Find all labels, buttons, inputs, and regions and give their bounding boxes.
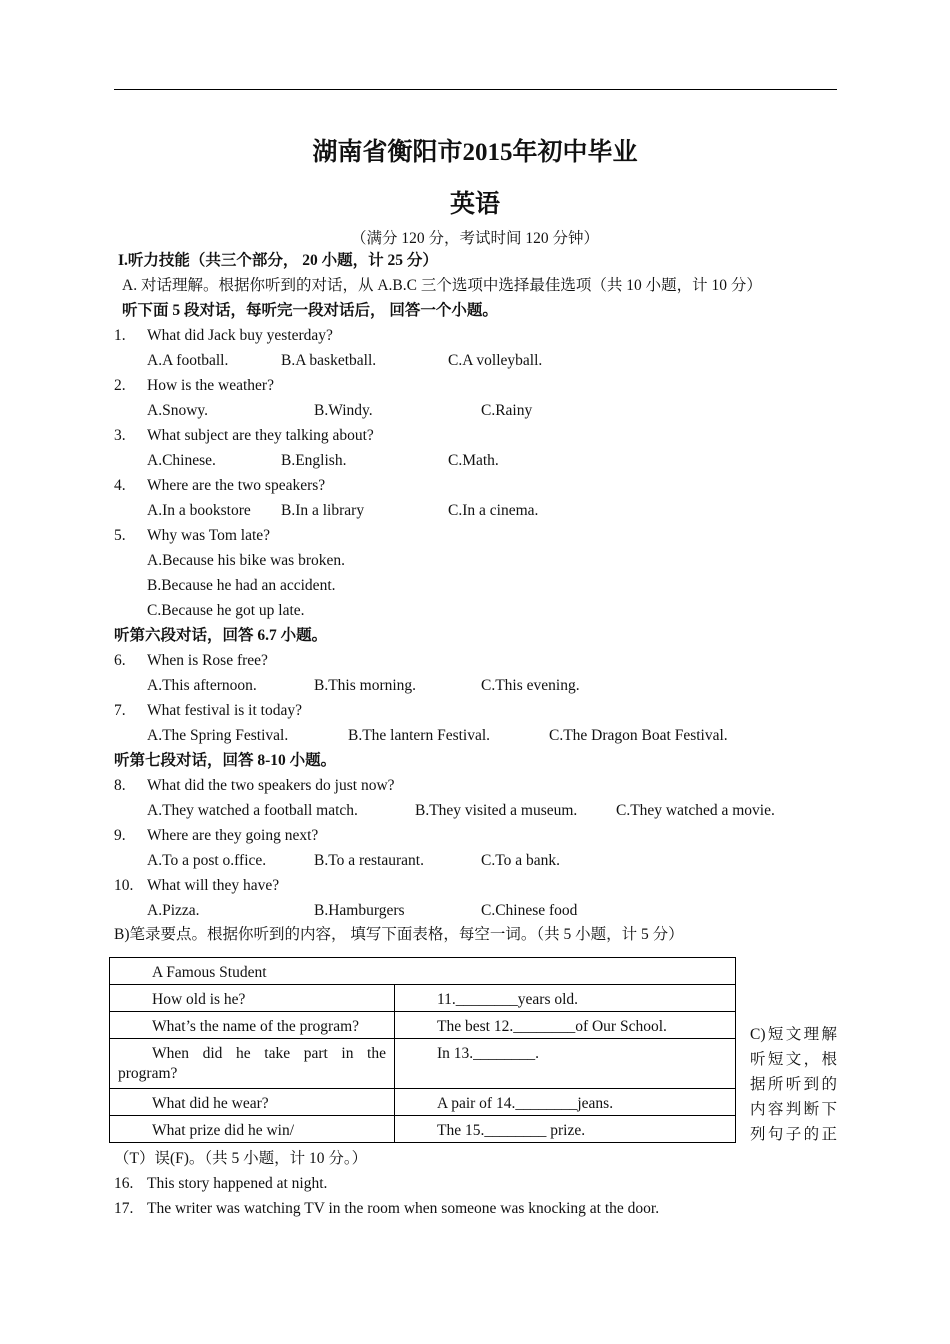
- question-number: 5.: [114, 527, 126, 544]
- question-text: How is the weather?: [147, 377, 274, 394]
- option-c: C.They watched a movie.: [616, 802, 775, 819]
- table-answer: In 13.________.: [437, 1045, 540, 1062]
- question-text: When is Rose free?: [147, 652, 268, 669]
- statement-text: This story happened at night.: [147, 1175, 328, 1192]
- question-number: 1.: [114, 327, 126, 344]
- question-number: 6.: [114, 652, 126, 669]
- option-c: C.This evening.: [481, 677, 580, 694]
- option-a: A.Because his bike was broken.: [147, 552, 346, 569]
- question-text: What will they have?: [147, 877, 280, 894]
- table-question-cont: program?: [118, 1065, 178, 1082]
- question-text: Where are they going next?: [147, 827, 319, 844]
- table-question: What’s the name of the program?: [152, 1018, 360, 1035]
- question-number: 4.: [114, 477, 126, 494]
- option-c: C.In a cinema.: [448, 502, 539, 519]
- question-number: 7.: [114, 702, 126, 719]
- option-a: A.This afternoon.: [147, 677, 257, 694]
- instruction-1-5: 听下面 5 段对话，每听完一段对话后， 回答一个小题。: [122, 302, 498, 319]
- option-b: B.This morning.: [314, 677, 417, 694]
- option-b: B.In a library: [281, 502, 365, 519]
- section-heading: I.听力技能（共三个部分， 20 小题，计 25 分）: [118, 252, 438, 269]
- table-row: [110, 1116, 736, 1143]
- question-number: 3.: [114, 427, 126, 444]
- table-answer: The best 12.________of Our School.: [437, 1018, 667, 1035]
- option-c: C.Math.: [448, 452, 499, 469]
- option-a: A.They watched a football match.: [147, 802, 358, 819]
- option-b: B.Hamburgers: [314, 902, 405, 919]
- instruction-8-10: 听第七段对话，回答 8-10 小题。: [114, 752, 337, 769]
- option-a: A.Chinese.: [147, 452, 216, 469]
- table-header: A Famous Student: [152, 964, 267, 981]
- option-b: B.English.: [281, 452, 347, 469]
- option-a: A.In a bookstore: [147, 502, 251, 519]
- exam-note: （满分 120 分，考试时间 120 分钟）: [350, 230, 599, 247]
- option-b: B.A basketball.: [281, 352, 377, 369]
- option-a: A.The Spring Festival.: [147, 727, 289, 744]
- table-answer: The 15.________ prize.: [437, 1122, 586, 1139]
- table-answer: A pair of 14.________jeans.: [437, 1095, 614, 1112]
- option-a: A.To a post o.ffice.: [147, 852, 267, 869]
- table-question: How old is he?: [152, 991, 246, 1008]
- statement-number: 17.: [114, 1200, 134, 1217]
- subject-title: 英语: [449, 191, 500, 218]
- table-row: [110, 985, 736, 1012]
- option-c: C.A volleyball.: [448, 352, 543, 369]
- option-c: C.The Dragon Boat Festival.: [549, 727, 728, 744]
- table-answer: 11.________years old.: [437, 991, 579, 1008]
- question-number: 8.: [114, 777, 126, 794]
- statement-text: The writer was watching TV in the room when someone was knocking at the door.: [147, 1200, 660, 1217]
- option-b: B.The lantern Festival.: [348, 727, 491, 744]
- option-b: B.They visited a museum.: [415, 802, 578, 819]
- option-a: A.Snowy.: [147, 402, 209, 419]
- table-question: What did he wear?: [152, 1095, 269, 1112]
- part-c-instruction: C)短文理解听短文，根据所听到的内容判断下列句子的正: [750, 1026, 837, 1143]
- part-a-instruction: A. 对话理解。根据你听到的对话，从 A.B.C 三个选项中选择最佳选项（共 10 小题，计 10 分）: [122, 277, 762, 294]
- question-number: 2.: [114, 377, 126, 394]
- page-title: 湖南省衡阳市2015年初中毕业: [312, 139, 638, 166]
- option-b: B.Because he had an accident.: [147, 577, 336, 594]
- table-row: [110, 1089, 736, 1116]
- question-text: What did Jack buy yesterday?: [147, 327, 333, 344]
- option-a: A.Pizza.: [147, 902, 200, 919]
- part-b-instruction: B)笔录要点。根据你听到的内容， 填写下面表格，每空一词。（共 5 小题，计 5 分）: [114, 926, 684, 943]
- option-b: B.Windy.: [314, 402, 373, 419]
- option-b: B.To a restaurant.: [314, 852, 424, 869]
- part-c-instruction-cont: （T）误(F)。（共 5 小题，计 10 分。）: [114, 1150, 368, 1167]
- table-question: When did he take part in the: [152, 1045, 386, 1062]
- question-text: What did the two speakers do just now?: [147, 777, 395, 794]
- option-c: C.Chinese food: [481, 902, 578, 919]
- question-text: What subject are they talking about?: [147, 427, 374, 444]
- question-number: 10.: [114, 877, 134, 894]
- instruction-6-7: 听第六段对话，回答 6.7 小题。: [114, 627, 328, 644]
- option-c: C.Because he got up late.: [147, 602, 305, 619]
- question-text: Why was Tom late?: [147, 527, 271, 544]
- option-c: C.To a bank.: [481, 852, 560, 869]
- option-c: C.Rainy: [481, 402, 533, 419]
- table-question: What prize did he win/: [152, 1122, 295, 1139]
- fill-in-table: [109, 957, 736, 1143]
- statement-number: 16.: [114, 1175, 134, 1192]
- question-number: 9.: [114, 827, 126, 844]
- question-text: Where are the two speakers?: [147, 477, 326, 494]
- table-row: [110, 1012, 736, 1039]
- option-a: A.A football.: [147, 352, 229, 369]
- header-rule: [114, 89, 837, 90]
- table-row: [110, 1039, 736, 1089]
- question-text: What festival is it today?: [147, 702, 302, 719]
